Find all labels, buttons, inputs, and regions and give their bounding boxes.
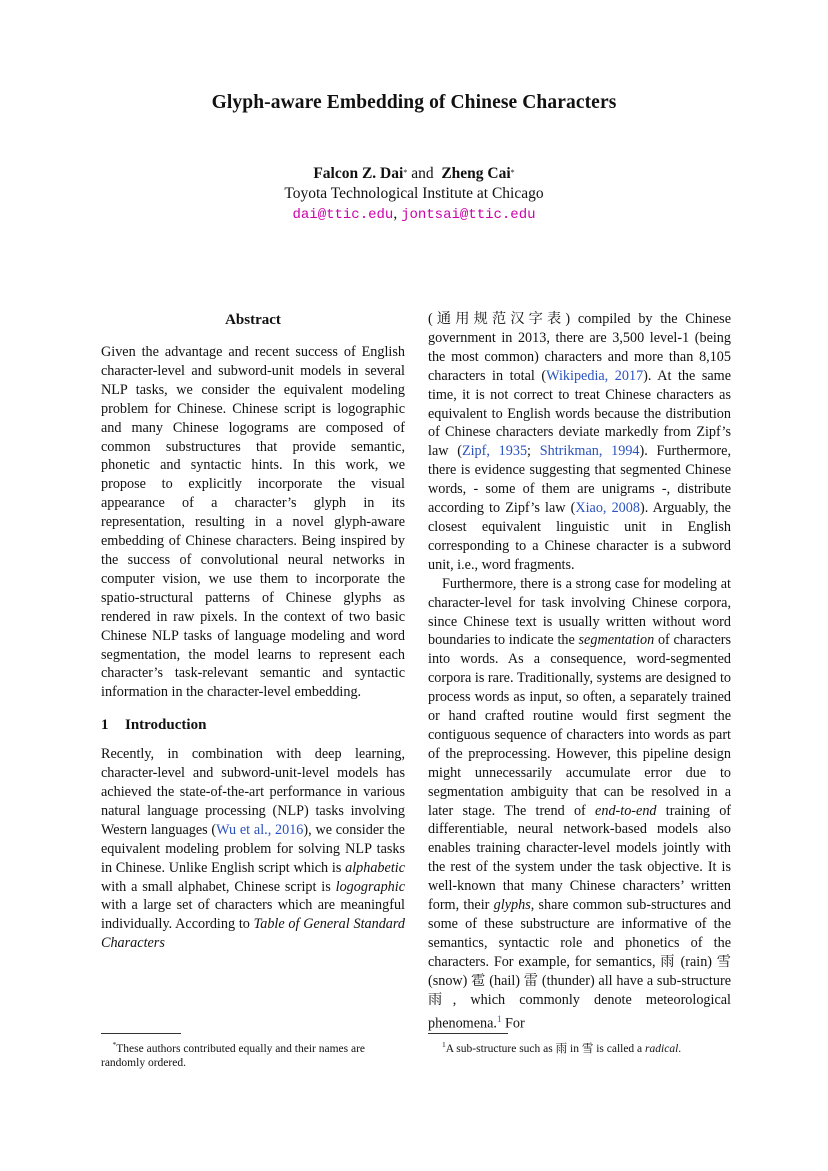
email-link-2[interactable]: jontsai@ttic.edu <box>401 207 536 223</box>
citation-link[interactable]: Xiao, 2008 <box>575 500 640 517</box>
footnote-rule <box>101 1033 181 1034</box>
abstract-heading: Abstract <box>225 312 281 328</box>
text-run: (通用规范汉字表) compiled by the Chinese government in 2013, there are 3,500 level-1 (being the most common) characters and more than 8,105 characters in total ( <box>428 311 731 384</box>
right-column <box>428 310 731 1033</box>
text-run: Furthermore, there is a strong case for modeling at character-level for task involving Chinese corpora, since Chinese text is usually written without word boundaries to indicate the <box>428 575 731 649</box>
left-column <box>101 310 405 953</box>
author-block <box>0 164 828 225</box>
author-1: Falcon Z. Dai <box>313 165 404 182</box>
affiliation: Toyota Technological Institute at Chicago <box>284 185 544 202</box>
text-run: ). At the same time, it is not correct to treat Chinese characters as equivalent to English words because the distribution of Chinese characters deviate markedly from Zipf’s law ( <box>428 367 732 460</box>
email-line <box>0 204 828 225</box>
text-run: with a large set of characters which are meaningful individually. According to <box>101 897 405 933</box>
author-1-mark: * <box>403 168 408 177</box>
emphasis: alphabetic <box>345 859 405 876</box>
section-title: Introduction <box>125 717 207 734</box>
section-number: 1 <box>101 717 109 734</box>
emphasis: logographic <box>335 878 405 895</box>
abstract-text: Given the advantage and recent success of English character-level and subword-unit models in several NLP tasks, we consider the equivalent modeling problem for Chinese. Chinese script is logographic and many Chinese logograms are composed of common substructures that provide semantic, phonetic and syntactic hints. In this work, we propose to explicitly incorporate the visual appearance of a character’s glyph in its representation, resulting in a novel glyph-aware embedding of Chinese characters. Being inspired by the success of convolutional neural networks in computer vision, we use them to incorporate the spatio-structural patterns of Chinese glyphs as rendered in raw pixels. In the context of two basic Chinese NLP tasks of language modeling and word segmentation, the model learns to represent each character’s task-relevant semantic and syntactic information in the character-level embedding. <box>101 344 405 701</box>
text-run: ). Arguably, the closest equivalent linguistic unit in English corresponding to a Chinese character is a subword unit, i.e., word fragments. <box>428 500 731 573</box>
footnote-rule <box>428 1033 508 1034</box>
footnote-left <box>101 1033 405 1070</box>
section-heading-introduction <box>101 715 405 735</box>
intro-paragraph-2 <box>428 575 731 1033</box>
citation-link[interactable]: Wu et al., 2016 <box>216 821 304 838</box>
citation-link[interactable]: Shtrikman, 1994 <box>539 443 640 460</box>
intro-paragraph-1 <box>101 745 405 953</box>
text-run: training of differentiable, neural network-based models also enables training character-level models jointly with the rest of the system under the task objective. It is well-known that many Chinese characters’ written form, their <box>428 802 732 914</box>
emphasis: end-to-end <box>595 802 657 819</box>
footnote-body: A sub-structure such as 雨 in 雪 is called a <box>445 1042 646 1055</box>
text-run: For <box>501 1015 525 1032</box>
text-run: of characters into words. As a consequence, word-segmented corpora is rare. Traditionally, systems are designed to process words as input, so often, a separately trained or hand crafted routine would first segment the contiguous sequence of characters into words as part of the preprocessing. However, this pipeline design might unnecessarily accumulate error due to segmentation ambiguity that can be resolved in a later stage. The trend of <box>428 632 731 819</box>
emphasis: Table of General Standard Characters <box>101 916 405 952</box>
text-run: Recently, in combination with deep learning, character-level and subword-unit-level models has achieved the state-of-the-art performance in various natural language processing (NLP) tasks involving Western languages ( <box>101 746 405 838</box>
text-run: ; <box>527 443 540 460</box>
intro-paragraph-1-continued <box>428 310 731 575</box>
text-run: with a small alphabet, Chinese script is <box>101 878 336 895</box>
footnote-mark: 1 <box>442 1040 446 1049</box>
author-line <box>0 164 828 184</box>
author-2-mark: * <box>510 168 515 177</box>
paper-title: Glyph-aware Embedding of Chinese Characters <box>211 92 617 113</box>
emphasis: radical <box>645 1042 679 1055</box>
text-run: , share common sub-structures and some of these substructure are informative of the semantics, syntactic role and phonetics of the characters. For example, for semantics, 雨 (rain) 雪 (snow) 雹 (hail) 雷 (thunder) all have a sub-structure 雨, which commonly denote meteorological phenomena. <box>428 897 731 1032</box>
citation-link[interactable]: Zipf, 1935 <box>461 443 528 460</box>
footnote-text <box>428 1038 731 1056</box>
footnote-text <box>101 1038 405 1070</box>
text-run: ), we consider the equivalent modeling problem for solving NLP tasks in Chinese. Unlike English script which is <box>101 821 405 876</box>
footnote-right <box>428 1033 731 1056</box>
email-separator: , <box>393 205 398 222</box>
author-2: Zheng Cai <box>441 165 511 182</box>
footnote-body: . <box>678 1042 682 1055</box>
text-run: ). Furthermore, there is evidence suggesting that segmented Chinese words, - some of them are unigrams -, distribute according to Zipf’s law ( <box>428 443 731 517</box>
footnote-mark: * <box>112 1040 117 1049</box>
citation-link[interactable]: Wikipedia, 2017 <box>546 367 644 384</box>
emphasis: segmentation <box>578 632 655 649</box>
footnote-body: These authors contributed equally and their names are randomly ordered. <box>101 1042 366 1069</box>
emphasis: glyphs <box>493 897 531 914</box>
author-and: and <box>411 165 434 182</box>
email-link-1[interactable]: dai@ttic.edu <box>292 207 394 223</box>
footnote-marker-link[interactable]: 1 <box>496 1013 502 1024</box>
